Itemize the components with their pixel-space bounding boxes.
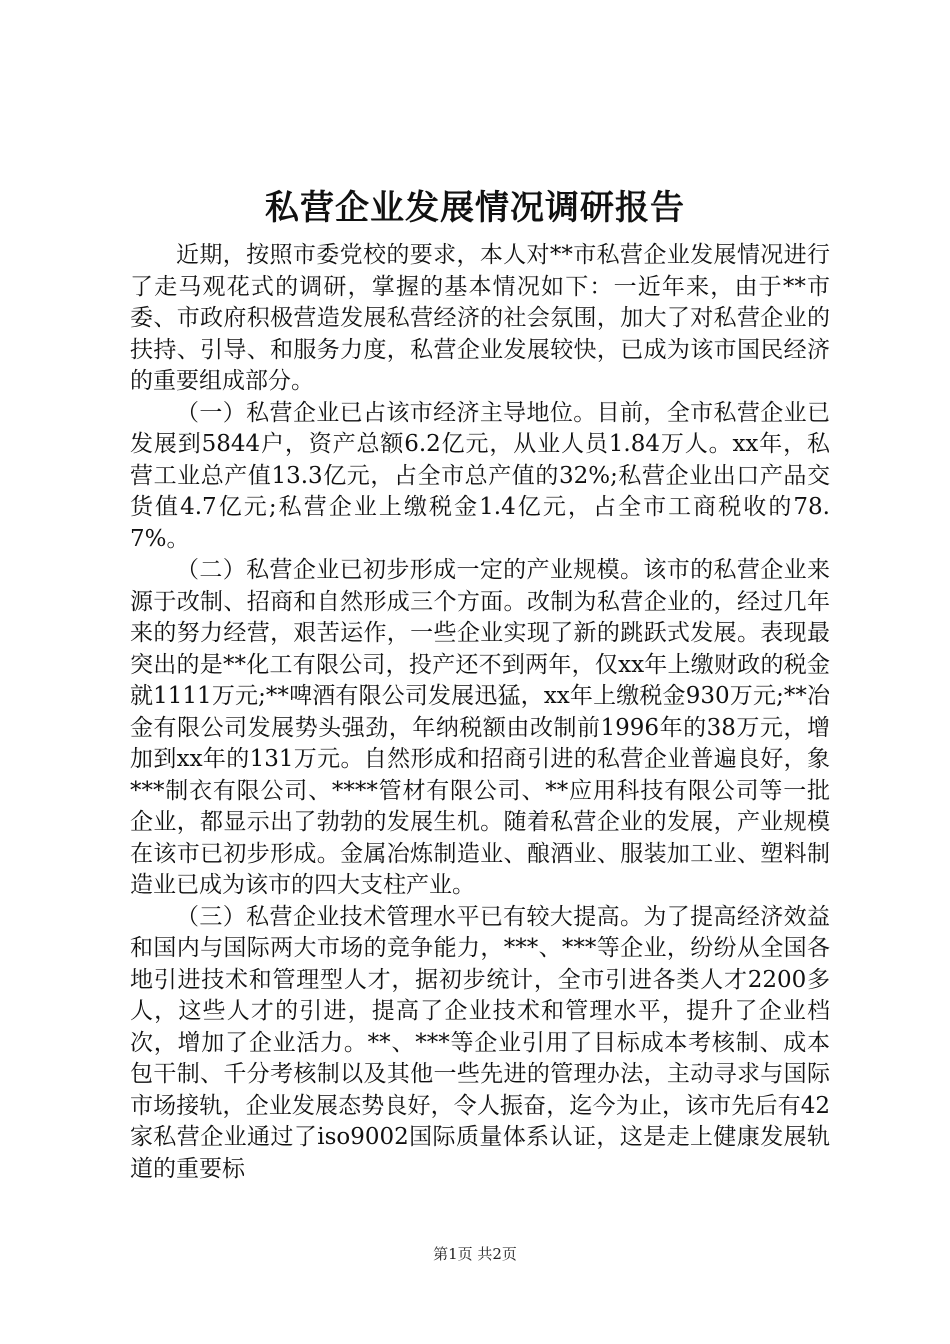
paragraph-section-3: （三）私营企业技术管理水平已有较大提高。为了提高经济效益和国内与国际两大市场的竞争能力，***、***等企业，纷纷从全国各地引进技术和管理型人才，据初步统计，全市引进各类人才2200多人，这些人才的引进，提高了企业技术和管理水平，提升了企业档次，增加了企业活力。**、***等企业引用了目标成本考核制、成本包干制、千分考核制以及其他一些先进的管理办法，主动寻求与国际市场接轨，企业发展态势良好，令人振奋，迄今为止，该市先后有42家私营企业通过了iso9002国际质量体系认证，这是走上健康发展轨道的重要标 — [130, 903, 830, 1182]
paragraph-section-1: （一）私营企业已占该市经济主导地位。目前，全市私营企业已发展到5844户，资产总额6.2亿元，从业人员1.84万人。xx年，私营工业总产值13.3亿元，占全市总产值的32%;私营企业出口产品交货值4.7亿元;私营企业上缴税金1.4亿元，占全市工商税收的78.7%。 — [130, 399, 830, 552]
document-body — [130, 240, 830, 1185]
document-title: 私营企业发展情况调研报告 — [265, 188, 685, 228]
paragraph-section-2: （二）私营企业已初步形成一定的产业规模。该市的私营企业来源于改制、招商和自然形成三个方面。改制为私营企业的，经过几年来的努力经营，艰苦运作，一些企业实现了新的跳跃式发展。表现最突出的是**化工有限公司，投产还不到两年，仅xx年上缴财政的税金就1111万元;**啤酒有限公司发展迅猛，xx年上缴税金930万元;**冶金有限公司发展势头强劲，年纳税额由改制前1996年的38万元，增加到xx年的131万元。自然形成和招商引进的私营企业普遍良好，象***制衣有限公司、****管材有限公司、**应用科技有限公司等一批企业，都显示出了勃勃的发展生机。随着私营企业的发展，产业规模在该市已初步形成。金属冶炼制造业、酿酒业、服装加工业、塑料制造业已成为该市的四大支柱产业。 — [130, 557, 830, 898]
page-footer: 第1页 共2页 — [433, 1245, 517, 1263]
paragraph-intro: 近期，按照市委党校的要求，本人对**市私营企业发展情况进行了走马观花式的调研，掌握的基本情况如下：一近年来，由于**市委、市政府积极营造发展私营经济的社会氛围，加大了对私营企业的扶持、引导、和服务力度，私营企业发展较快，已成为该市国民经济的重要组成部分。 — [130, 242, 830, 394]
